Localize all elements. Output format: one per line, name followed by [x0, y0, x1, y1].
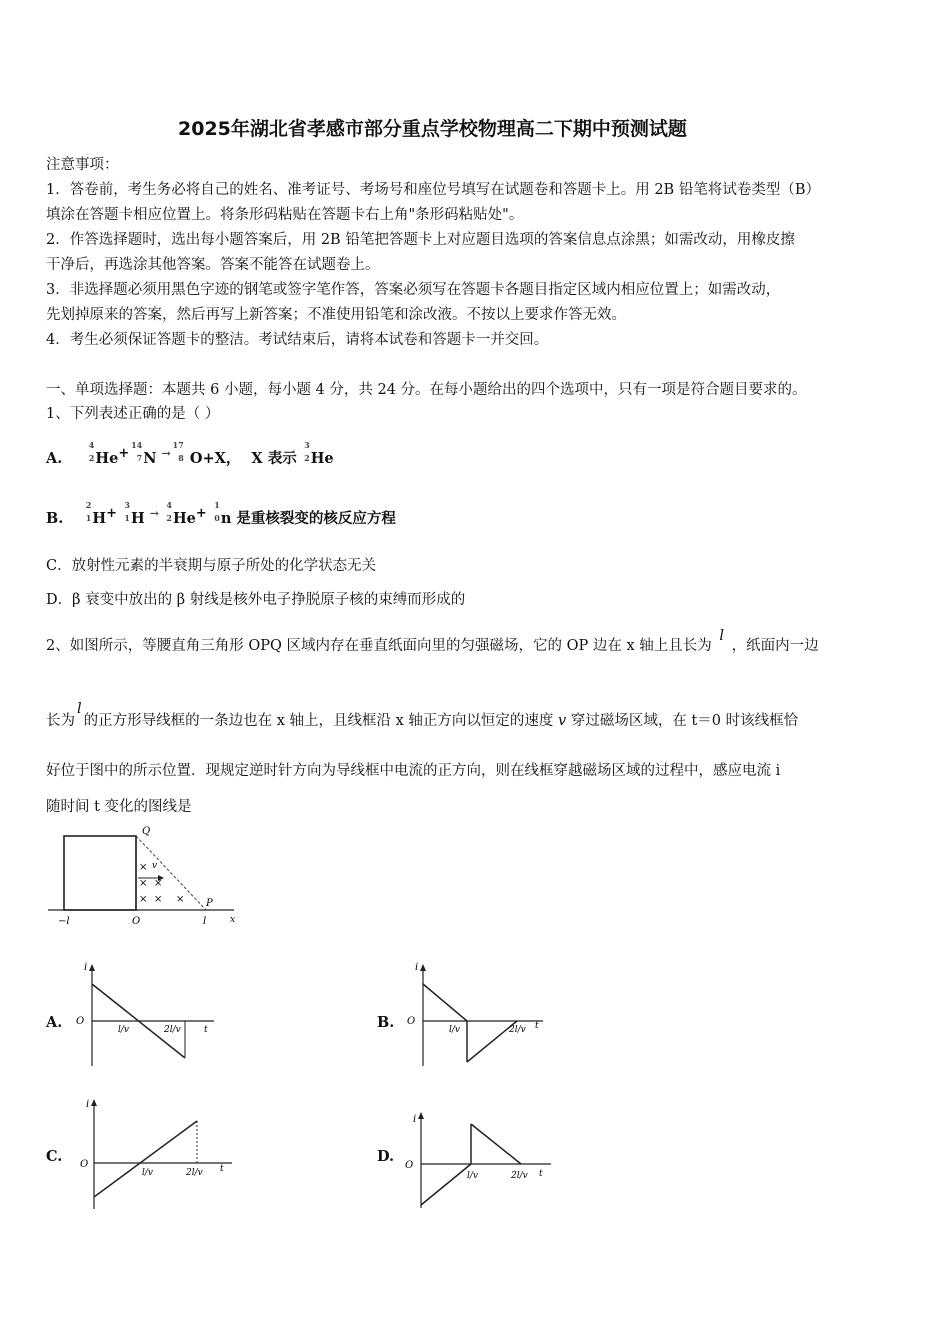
cross: × [154, 878, 163, 889]
q2-line-3: 好位于图中的所示位置．现规定逆时针方向为导线框中电流的正方向，则在线框穿越磁场区域的过程中，感应电流 i [46, 763, 781, 779]
he-symbol: He [95, 450, 119, 467]
h3-mass: 3 [124, 500, 130, 510]
label-p: P [206, 898, 213, 909]
label-t1: l/v [118, 1025, 129, 1035]
label-o: O [405, 1160, 414, 1171]
current-curve-1 [421, 1164, 471, 1205]
notice-line-5: 3．非选择题必须用黑色字迹的钢笔或签字笔作答，答案必须写在答题卡各题目指定区域内相应位置上；如需改动， [46, 282, 781, 298]
q2-option-c-label: C. [46, 1148, 63, 1165]
q1-option-b: B. 2 1 H+ 3 1 H → 4 2 He+ 1 0 n 是重核裂变的核反应方程 [46, 500, 396, 527]
q1-option-c: C．放射性元素的半衰期与原子所处的化学状态无关 [46, 558, 377, 574]
notice-line-2: 填涂在答题卡相应位置上。将条形码粘贴在答题卡右上角"条形码粘贴处"。 [46, 207, 524, 223]
label-t2: 2l/v [511, 1171, 528, 1181]
cross: × [176, 894, 185, 905]
notice-line-4: 干净后，再选涂其他答案。答案不能答在试题卷上。 [46, 257, 380, 273]
o-plus-x: O+X， [189, 450, 241, 467]
n-mass: 14 [131, 440, 143, 450]
label-o: O [80, 1159, 89, 1170]
label-t: t [539, 1169, 543, 1179]
label-q: Q [142, 826, 151, 837]
n-mass: 1 [214, 500, 220, 510]
q2-option-b-label: B. [377, 1014, 395, 1031]
notice-line-7: 4．考生必须保证答题卡的整洁。考试结束后，请将本试卷和答题卡一并交回。 [46, 332, 549, 348]
he-symbol: He [172, 510, 196, 527]
v-symbol: v [558, 713, 567, 729]
label-t: t [535, 1021, 539, 1031]
q2-line-1: 2、如图所示，等腰直角三角形 OPQ 区域内存在垂直纸面向里的匀强磁场，它的 OP 边在 x 轴上且长为 l ，纸面内一边 [46, 628, 819, 654]
current-curve [94, 1121, 197, 1197]
h2-symbol: H [92, 510, 107, 527]
he3-symbol: He [310, 450, 334, 467]
label-t2: 2l/v [186, 1168, 203, 1178]
l-symbol: l [719, 628, 724, 644]
he-charge: 2 [88, 453, 95, 463]
he-mass: 4 [88, 440, 95, 450]
section-heading: 一、单项选择题：本题共 6 小题，每小题 4 分，共 24 分。在每小题给出的四个选项中，只有一项是符合题目要求的。 [46, 382, 807, 398]
label-i: i [413, 1114, 417, 1125]
notice-line-3: 2．作答选择题时，选出每小题答案后，用 2B 铅笔把答题卡上对应题目选项的答案信息点涂黑；如需改动，用橡皮擦 [46, 232, 795, 248]
notice-line-6: 先划掉原来的答案，然后再写上新答案；不准使用铅笔和涂改液。不按以上要求作答无效。 [46, 307, 626, 323]
graph-a [72, 962, 222, 1068]
label-t1: l/v [449, 1025, 460, 1035]
q2-line-4: 随时间 t 变化的图线是 [46, 799, 192, 815]
q2-setup-figure [46, 822, 246, 934]
label-t: t [220, 1164, 224, 1174]
o-charge: 8 [178, 453, 184, 463]
q1-option-a: A. 4 2 He+ 14 7 N → 17 8 O+X， X 表示 3 2 He [46, 440, 334, 467]
h2-mass: 2 [85, 500, 92, 510]
notice-line-1: 1．答卷前，考生务必将自己的姓名、准考证号、考场号和座位号填写在试题卷和答题卡上。用 2B 铅笔将试卷类型（B） [46, 182, 820, 198]
h3-symbol: H [130, 510, 145, 527]
label-t: t [204, 1025, 208, 1035]
graph-b [403, 962, 553, 1068]
i-axis-arrow [91, 1099, 97, 1106]
label-x: x [230, 915, 236, 925]
label-i: i [84, 962, 88, 973]
n-charge: 7 [136, 453, 143, 463]
label-t2: 2l/v [509, 1025, 526, 1035]
cross: × [139, 894, 148, 905]
h2-charge: 1 [85, 513, 92, 523]
he-mass: 4 [166, 500, 172, 510]
question-1-stem: 1、下列表述正确的是（ ） [46, 406, 220, 422]
i-axis-arrow [418, 1112, 424, 1119]
q2-line-2: 长为l的正方形导线框的一条边也在 x 轴上，且线框沿 x 轴正方向以恒定的速度 v 穿过磁场区域，在 t＝0 时该线框恰 [46, 701, 799, 729]
h3-charge: 1 [124, 513, 130, 523]
n-symbol: N [143, 450, 157, 467]
q2-option-d-label: D. [377, 1148, 395, 1165]
q2-option-a-label: A. [46, 1014, 63, 1031]
label-v: v [152, 861, 158, 871]
he-charge: 2 [166, 513, 172, 523]
l-symbol: l [77, 701, 82, 717]
n-charge: 0 [214, 513, 220, 523]
page-title: 2025年湖北省孝感市部分重点学校物理高二下期中预测试题 [178, 118, 687, 140]
b-tail: n 是重核裂变的核反应方程 [220, 510, 396, 527]
notice-heading: 注意事项： [46, 157, 119, 173]
label-t1: l/v [467, 1171, 478, 1181]
graph-c [72, 1097, 242, 1211]
cross: × [154, 894, 163, 905]
q1-option-d: D．β 衰变中放出的 β 射线是核外电子挣脱原子核的束缚而形成的 [46, 592, 466, 608]
cross: × [139, 878, 148, 889]
label-t1: l/v [142, 1168, 153, 1178]
label-i: i [86, 1099, 90, 1110]
graph-d [403, 1110, 563, 1210]
current-curve-1 [423, 984, 467, 1021]
x-text: X 表示 [251, 450, 297, 467]
i-axis-arrow [89, 964, 95, 971]
he3-mass: 3 [304, 440, 310, 450]
label-neg-l: −l [58, 916, 70, 927]
label-o: O [76, 1016, 85, 1027]
cross: × [139, 862, 148, 873]
current-curve-2 [471, 1124, 521, 1164]
label-o: O [407, 1016, 416, 1027]
he3-charge: 2 [304, 453, 310, 463]
label-l: l [203, 916, 207, 927]
label-t2: 2l/v [164, 1025, 181, 1035]
label-o: O [132, 916, 141, 927]
option-label: B. [46, 510, 64, 527]
option-label: A. [46, 450, 63, 467]
o-mass: 17 [172, 440, 184, 450]
label-i: i [415, 962, 419, 973]
wire-frame [64, 836, 136, 910]
i-axis-arrow [420, 964, 426, 971]
